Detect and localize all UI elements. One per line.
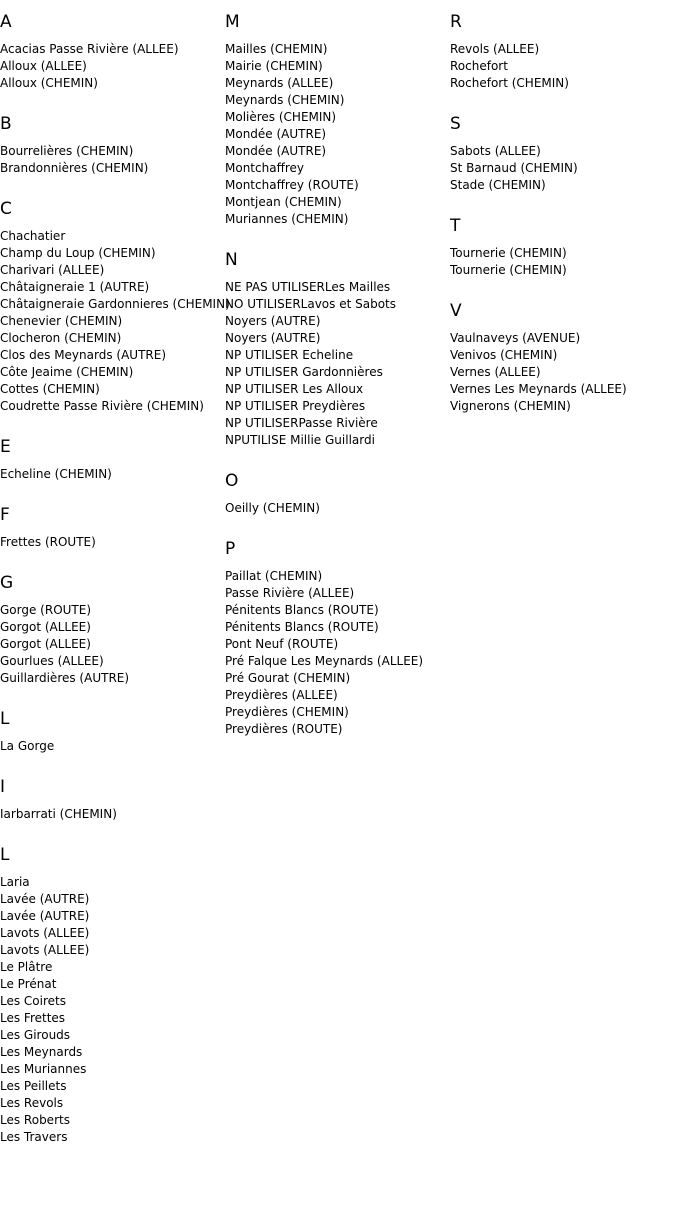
street-list — [450, 330, 672, 415]
street-name: Pénitents Blancs (ROUTE) — [225, 603, 379, 617]
street-name: Lavée (AUTRE) — [0, 909, 90, 923]
letter-group — [225, 249, 447, 449]
street-name: Les Muriannes — [0, 1062, 87, 1076]
street-name: Pénitents Blancs (ROUTE) — [225, 620, 379, 634]
street-name: Rochefort (CHEMIN) — [450, 76, 569, 90]
street-name: Le Plâtre — [0, 960, 53, 974]
letter-group — [225, 538, 447, 738]
letter-heading: R — [450, 12, 462, 32]
street-name: Charivari (ALLEE) — [0, 263, 105, 277]
street-name: Revols (ALLEE) — [450, 42, 540, 56]
street-name: Vignerons (CHEMIN) — [450, 399, 571, 413]
street-name: Preydières (ROUTE) — [225, 722, 343, 736]
street-name: Les Meynards — [0, 1045, 83, 1059]
letter-heading: G — [0, 573, 14, 593]
street-name: Stade (CHEMIN) — [450, 178, 546, 192]
street-list — [0, 738, 222, 755]
street-name: Montchaffrey (ROUTE) — [225, 178, 359, 192]
street-name: Vernes Les Meynards (ALLEE) — [450, 382, 627, 396]
street-name: Mailles (CHEMIN) — [225, 42, 328, 56]
letter-heading: O — [225, 471, 239, 491]
street-name: Alloux (ALLEE) — [0, 59, 87, 73]
street-list — [0, 874, 222, 1146]
letter-group — [0, 504, 222, 551]
street-name: Côte Jeaime (CHEMIN) — [0, 365, 134, 379]
street-name: Oeilly (CHEMIN) — [225, 501, 320, 515]
street-name: St Barnaud (CHEMIN) — [450, 161, 578, 175]
street-name: Lavée (AUTRE) — [0, 892, 90, 906]
street-name: NP UTILISER Les Alloux — [225, 382, 364, 396]
street-name: Pré Falque Les Meynards (ALLEE) — [225, 654, 424, 668]
street-name: Vernes (ALLEE) — [450, 365, 541, 379]
street-name: Montjean (CHEMIN) — [225, 195, 342, 209]
letter-group — [0, 113, 222, 177]
street-name: Echeline (CHEMIN) — [0, 467, 112, 481]
letter-group — [225, 11, 447, 228]
street-list — [225, 279, 447, 449]
street-name: Les Peillets — [0, 1079, 67, 1093]
street-name: Le Prénat — [0, 977, 57, 991]
letter-group — [0, 436, 222, 483]
street-name: Venivos (CHEMIN) — [450, 348, 558, 362]
street-name: Pont Neuf (ROUTE) — [225, 637, 339, 651]
street-name: Gorgot (ALLEE) — [0, 637, 91, 651]
street-name: Frettes (ROUTE) — [0, 535, 96, 549]
street-name: Montchaffrey — [225, 161, 304, 175]
street-name: Guillardières (AUTRE) — [0, 671, 130, 685]
street-name: Tournerie (CHEMIN) — [450, 246, 567, 260]
street-name: Meynards (ALLEE) — [225, 76, 334, 90]
street-name: Noyers (AUTRE) — [225, 331, 321, 345]
street-name: Iarbarrati (CHEMIN) — [0, 807, 117, 821]
letter-heading: C — [0, 199, 12, 219]
letter-heading: T — [450, 216, 461, 236]
street-name: Cottes (CHEMIN) — [0, 382, 100, 396]
letter-heading: E — [0, 437, 11, 457]
street-index-column-3 — [450, 0, 672, 436]
street-name: Les Roberts — [0, 1113, 70, 1127]
letter-group — [450, 215, 672, 279]
street-list — [0, 41, 222, 92]
street-list — [0, 466, 222, 483]
street-name: Vaulnaveys (AVENUE) — [450, 331, 581, 345]
street-name: Clocheron (CHEMIN) — [0, 331, 122, 345]
street-name: Alloux (CHEMIN) — [0, 76, 98, 90]
street-name: Bourrelières (CHEMIN) — [0, 144, 134, 158]
street-name: Les Travers — [0, 1130, 68, 1144]
letter-heading: P — [225, 539, 236, 559]
street-name: NP UTILISER Preydières — [225, 399, 366, 413]
street-name: Champ du Loup (CHEMIN) — [0, 246, 156, 260]
street-name: Les Coirets — [0, 994, 66, 1008]
street-list — [225, 568, 447, 738]
street-name: NP UTILISER Gardonnières — [225, 365, 383, 379]
street-name: NP UTILISER Echeline — [225, 348, 354, 362]
street-name: Tournerie (CHEMIN) — [450, 263, 567, 277]
street-name: Mondée (AUTRE) — [225, 127, 327, 141]
street-list — [0, 806, 222, 823]
street-name: Acacias Passe Rivière (ALLEE) — [0, 42, 179, 56]
street-name: Les Frettes — [0, 1011, 66, 1025]
letter-heading: B — [0, 114, 12, 134]
street-name: Laria — [0, 875, 30, 889]
letter-heading: S — [450, 114, 461, 134]
letter-group — [0, 572, 222, 687]
street-list — [225, 41, 447, 228]
street-name: Sabots (ALLEE) — [450, 144, 541, 158]
letter-group — [450, 11, 672, 92]
letter-group — [450, 300, 672, 415]
street-name: Muriannes (CHEMIN) — [225, 212, 349, 226]
letter-group — [0, 776, 222, 823]
street-name: Mairie (CHEMIN) — [225, 59, 323, 73]
street-name: Preydières (CHEMIN) — [225, 705, 349, 719]
street-name: Brandonnières (CHEMIN) — [0, 161, 149, 175]
street-name: NP UTILISERPasse Rivière — [225, 416, 378, 430]
letter-group — [0, 708, 222, 755]
street-name: Gourlues (ALLEE) — [0, 654, 104, 668]
street-index-column-2 — [225, 0, 447, 759]
letter-group — [225, 470, 447, 517]
street-name: Gorgot (ALLEE) — [0, 620, 91, 634]
street-name: Meynards (CHEMIN) — [225, 93, 345, 107]
street-name: Coudrette Passe Rivière (CHEMIN) — [0, 399, 204, 413]
letter-group — [0, 198, 230, 415]
letter-heading: I — [0, 777, 6, 797]
street-name: Passe Rivière (ALLEE) — [225, 586, 355, 600]
letter-group — [0, 11, 222, 92]
street-list — [450, 143, 672, 194]
street-name: Lavots (ALLEE) — [0, 943, 90, 957]
street-name: Pré Gourat (CHEMIN) — [225, 671, 351, 685]
street-list — [0, 602, 222, 687]
street-name: Gorge (ROUTE) — [0, 603, 92, 617]
street-name: Preydières (ALLEE) — [225, 688, 338, 702]
street-name: Châtaigneraie Gardonnieres (CHEMIN) — [0, 297, 230, 311]
street-name: Mondée (AUTRE) — [225, 144, 327, 158]
letter-heading: M — [225, 12, 240, 32]
street-list — [450, 41, 672, 92]
street-name: Molières (CHEMIN) — [225, 110, 337, 124]
street-list — [0, 534, 222, 551]
letter-group — [450, 113, 672, 194]
letter-heading: F — [0, 505, 10, 525]
street-name: Chenevier (CHEMIN) — [0, 314, 123, 328]
letter-heading: L — [0, 845, 10, 865]
street-list — [0, 143, 222, 177]
street-list — [225, 500, 447, 517]
street-name: Clos des Meynards (AUTRE) — [0, 348, 166, 362]
letter-group — [0, 844, 222, 1146]
street-name: Noyers (AUTRE) — [225, 314, 321, 328]
street-name: Lavots (ALLEE) — [0, 926, 90, 940]
letter-heading: V — [450, 301, 462, 321]
street-name: La Gorge — [0, 739, 55, 753]
street-name: NE PAS UTILISERLes Mailles — [225, 280, 391, 294]
street-index-column-1 — [0, 0, 230, 1167]
street-name: Paillat (CHEMIN) — [225, 569, 323, 583]
street-list — [0, 228, 230, 415]
street-name: Les Revols — [0, 1096, 64, 1110]
street-name: Les Girouds — [0, 1028, 71, 1042]
street-name: NPUTILISE Millie Guillardi — [225, 433, 375, 447]
street-name: Rochefort — [450, 59, 508, 73]
street-name: Châtaigneraie 1 (AUTRE) — [0, 280, 150, 294]
street-list — [450, 245, 672, 279]
letter-heading: A — [0, 12, 12, 32]
letter-heading: L — [0, 709, 10, 729]
street-name: Chachatier — [0, 229, 66, 243]
letter-heading: N — [225, 250, 238, 270]
street-name: NO UTILISERLavos et Sabots — [225, 297, 396, 311]
